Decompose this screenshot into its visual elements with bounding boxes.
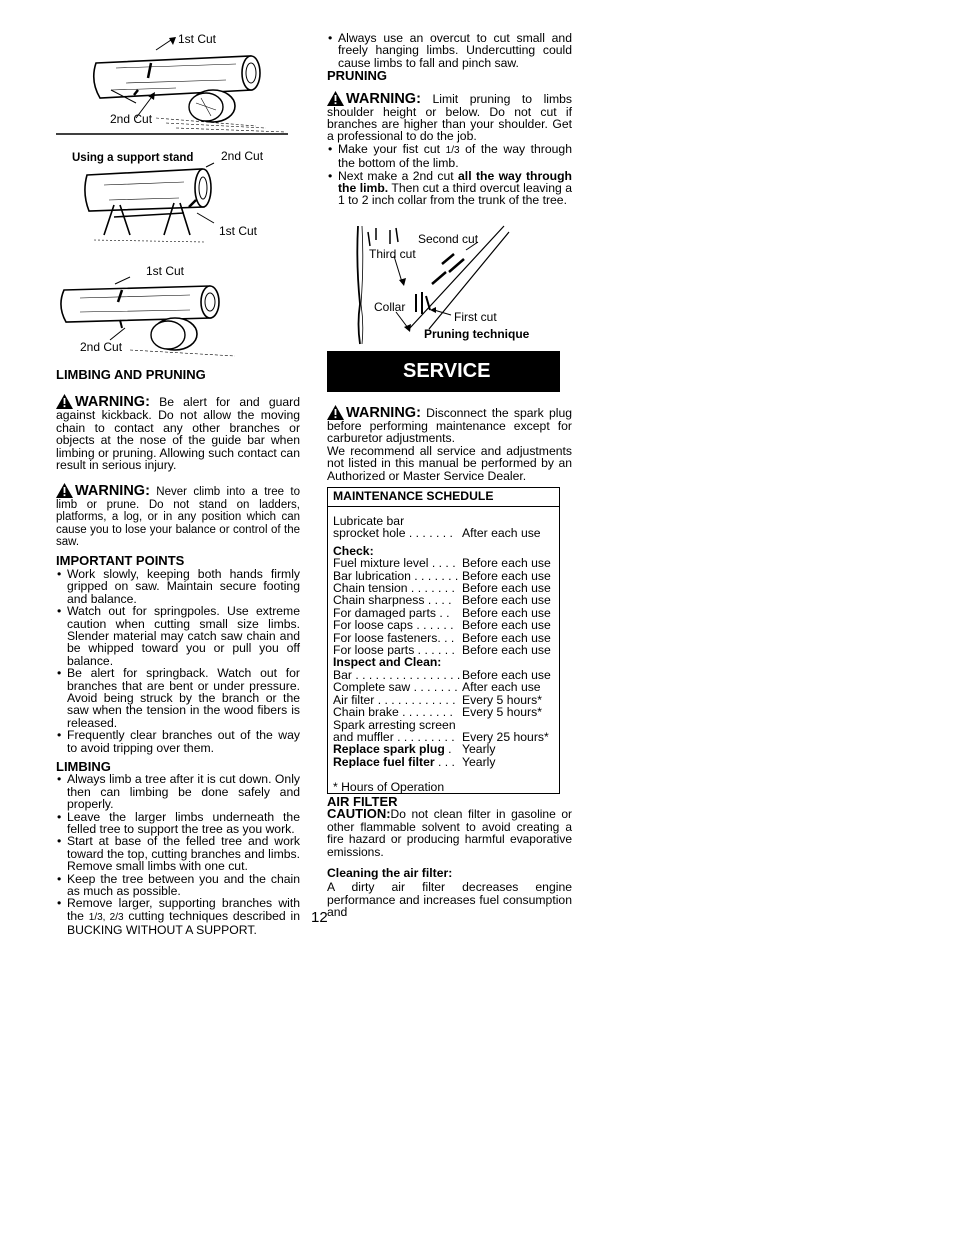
schedule-value: Before each use: [462, 667, 551, 682]
service-text: [327, 405, 572, 482]
inspect-heading: [328, 656, 559, 668]
list-item: • Leave the larger limbs underneath the felled tree to support the tree as you work.: [56, 811, 300, 836]
schedule-footnote: * Hours of Operation: [333, 780, 445, 795]
air-filter-section: [327, 796, 572, 919]
warning-triangle-icon: [56, 394, 73, 409]
schedule-value: Before each use: [462, 618, 551, 633]
schedule-label: Replace fuel filter: [333, 755, 435, 769]
second-cut-bullet: [327, 170, 572, 207]
climbing-warning: [56, 483, 300, 548]
list-item: • Work slowly, keeping both hands firmly gripped on saw. Maintain secure footing and balance.: [56, 568, 300, 605]
table-row: [328, 706, 559, 718]
schedule-label: For loose fasteners. . .: [333, 631, 455, 645]
schedule-value: Before each use: [462, 556, 551, 571]
cleaning-heading: Cleaning the air filter:: [327, 866, 453, 881]
bullet2-text-a: Next make a 2nd cut: [338, 168, 454, 183]
caution-label: CAUTION:: [327, 806, 391, 822]
right-column-top: [327, 32, 572, 207]
air-filter-caution: [327, 808, 572, 858]
bullet1-text-b: of the way through the bottom of the limb.: [338, 141, 572, 171]
schedule-label: Lubricate bar: [333, 514, 405, 528]
air-filter-heading: AIR FILTER: [327, 794, 398, 809]
list-item: • Watch out for springpoles. Use extreme caution when cutting small size limbs. Slender material may catch saw chain and be whipped toward you or pull you off balance.: [56, 605, 300, 667]
first-cut-bullet: [327, 143, 572, 170]
schedule-label: Fuel mixture level . . . .: [333, 557, 456, 570]
page-number: 12: [311, 909, 328, 926]
schedule-dots: . . .: [434, 755, 455, 769]
check-rows: [328, 557, 559, 656]
cleaning-text: A dirty air filter decreases engine performance and increases fuel consumption and: [327, 880, 572, 920]
schedule-value: Before each use: [462, 581, 551, 596]
left-column: [56, 369, 300, 937]
schedule-value: Every 25 hours*: [462, 729, 549, 744]
schedule-label: Air filter . . . . . . . . . . . .: [333, 693, 456, 707]
schedule-value: Every 5 hours*: [462, 705, 542, 720]
collar-label: Collar: [374, 300, 406, 314]
schedule-label: For loose parts . . . . . .: [333, 644, 455, 657]
schedule-label: Chain sharpness . . . .: [333, 594, 452, 607]
support-stand-caption: Using a support stand: [72, 152, 194, 164]
pruning-warning: [327, 91, 572, 143]
limbing-heading: LIMBING: [56, 758, 111, 774]
list-item: • Frequently clear branches out of the way to avoid tripping over them.: [56, 729, 300, 754]
bucking-figure-1: [56, 28, 296, 136]
schedule-label: Bar lubrication . . . . . . .: [333, 569, 459, 583]
limbing-list: [56, 773, 300, 936]
bullet1-text-a: Make your fist cut: [338, 141, 441, 156]
bucking-figure-2: [84, 145, 284, 249]
pruning-technique-figure: [354, 224, 554, 346]
warning-triangle-icon: [327, 405, 344, 420]
important-points-heading: IMPORTANT POINTS: [56, 553, 185, 569]
schedule-value: Every 5 hours*: [462, 692, 542, 707]
schedule-dots: .: [444, 743, 452, 756]
kickback-warning: [56, 394, 300, 471]
list-item: • Keep the tree between you and the chain as much as possible.: [56, 873, 300, 898]
bullet2-text-b: Then cut a third overcut leaving a 1 to 2 inch collar from the trunk of the tree.: [338, 181, 572, 208]
table-row: [328, 594, 559, 606]
pruning-caption: Pruning technique: [424, 327, 530, 341]
climbing-warning-text: Never climb into a tree to limb or prune. Do not stand on ladders, platforms, a log, or in any position which can cause you to lose your balance or control of the saw.: [56, 486, 300, 549]
table-row: [328, 781, 559, 793]
list-item: • Always limb a tree after it is cut down. Only then can limbing be done safely and properly.: [56, 773, 300, 810]
schedule-label: For damaged parts . .: [333, 606, 450, 620]
table-row: [328, 557, 559, 569]
warning-label: WARNING:: [346, 405, 421, 421]
schedule-label: Replace spark plug: [333, 743, 445, 756]
service-banner: SERVICE: [327, 351, 560, 392]
limbing-last-text-a: Remove larger, supporting branches with the: [67, 896, 300, 923]
schedule-label: Spark arresting screen: [333, 717, 456, 732]
list-item: • Be alert for springback. Watch out for branches that are bent or under pressure. Avoid being struck by the branch or the saw when the tension in the wood fibers is released.: [56, 667, 300, 729]
check-title: Check:: [333, 543, 374, 558]
service-paragraph: We recommend all service and adjustments not listed in this manual be performed by an Authorized or Master Service Dealer.: [327, 443, 572, 483]
limbing-last-text-b: cutting techniques described in BUCKING WITHOUT A SUPPORT.: [67, 908, 300, 938]
warning-label: WARNING:: [75, 394, 150, 411]
second-cut-label: Second cut: [418, 232, 479, 246]
caution-text: Do not clean filter in gasoline or other flammable solvent to avoid creating a fire hazard or producing harmful evaporative emissions.: [327, 807, 572, 859]
third-cut-label: Third cut: [369, 247, 416, 261]
schedule-value: Yearly: [462, 754, 496, 769]
pruning-warning-text: Limit pruning to limbs shoulder height or below. Do not cut if branches are higher than your shoulder. Get a professional to do the job.: [327, 91, 573, 144]
schedule-label: Complete saw . . . . . . .: [333, 681, 458, 694]
service-warning: [327, 405, 572, 445]
warning-triangle-icon: [56, 483, 73, 498]
warning-label: WARNING:: [75, 483, 150, 500]
warning-label: WARNING:: [346, 90, 421, 107]
schedule-label: sprocket hole . . . . . . .: [333, 527, 453, 540]
bucking-figure-3: [60, 262, 240, 358]
service-warning-text: Disconnect the spark plug before performing maintenance except for carburetor adjustments.: [327, 406, 572, 446]
fig3-cut2-label: 2nd Cut: [80, 340, 123, 354]
schedule-label: and muffler . . . . . . . . .: [333, 730, 455, 744]
overcut-bullet: • Always use an overcut to cut small and freely hanging limbs. Undercutting could cause limbs to fall and pinch saw.: [327, 32, 572, 69]
list-item: • Start at base of the felled tree and work toward the top, cutting branches and limbs. Remove small limbs with one cut.: [56, 835, 300, 872]
fig2-cut2-label: 2nd Cut: [221, 149, 264, 163]
schedule-value: Yearly: [462, 742, 496, 757]
warning-triangle-icon: [327, 91, 344, 106]
inspect-rows: [328, 669, 559, 719]
pruning-heading: PRUNING: [327, 68, 387, 84]
fraction-text: 1/3: [445, 144, 460, 156]
table-row: [328, 743, 559, 755]
fig1-cut2-label: 2nd Cut: [110, 112, 153, 126]
fig3-cut1-label: 1st Cut: [146, 264, 185, 278]
schedule-value: After each use: [462, 680, 541, 695]
schedule-value: Before each use: [462, 593, 551, 608]
table-row: [328, 756, 559, 768]
first-cut-label: First cut: [454, 310, 497, 324]
schedule-label: For loose caps . . . . . .: [333, 619, 454, 632]
inspect-title: Inspect and Clean:: [333, 655, 442, 670]
important-points-list: [56, 568, 300, 754]
schedule-label: Chain tension . . . . . . .: [333, 582, 455, 595]
list-item: [56, 897, 300, 936]
bullet2-bold: all the way through the limb.: [338, 168, 572, 196]
fraction-text: 1/3, 2/3: [88, 911, 124, 923]
schedule-value: Before each use: [462, 568, 551, 583]
schedule-value: After each use: [462, 526, 541, 541]
table-row: [328, 619, 559, 631]
schedule-value: Before each use: [462, 643, 551, 658]
maintenance-schedule-table: [327, 487, 560, 794]
schedule-label: Bar . . . . . . . . . . . . . . . .: [333, 668, 461, 682]
fig1-cut1-label: 1st Cut: [178, 32, 217, 46]
limbing-pruning-heading: LIMBING AND PRUNING: [56, 367, 206, 382]
schedule-value: Before each use: [462, 605, 551, 620]
fig2-cut1-label: 1st Cut: [219, 224, 258, 238]
schedule-label: Chain brake . . . . . . . .: [333, 706, 453, 719]
table-row: [328, 731, 559, 743]
schedule-value: Before each use: [462, 630, 551, 645]
schedule-title: MAINTENANCE SCHEDULE: [328, 488, 559, 507]
table-row: [328, 681, 559, 693]
table-row: [328, 527, 559, 539]
kickback-warning-text: Be alert for and guard against kickback. Do not allow the moving chain to contact any other branches or objects at the nose of the guide bar when limbing or pruning. Allowing such contact can result in serious injury.: [56, 395, 301, 473]
